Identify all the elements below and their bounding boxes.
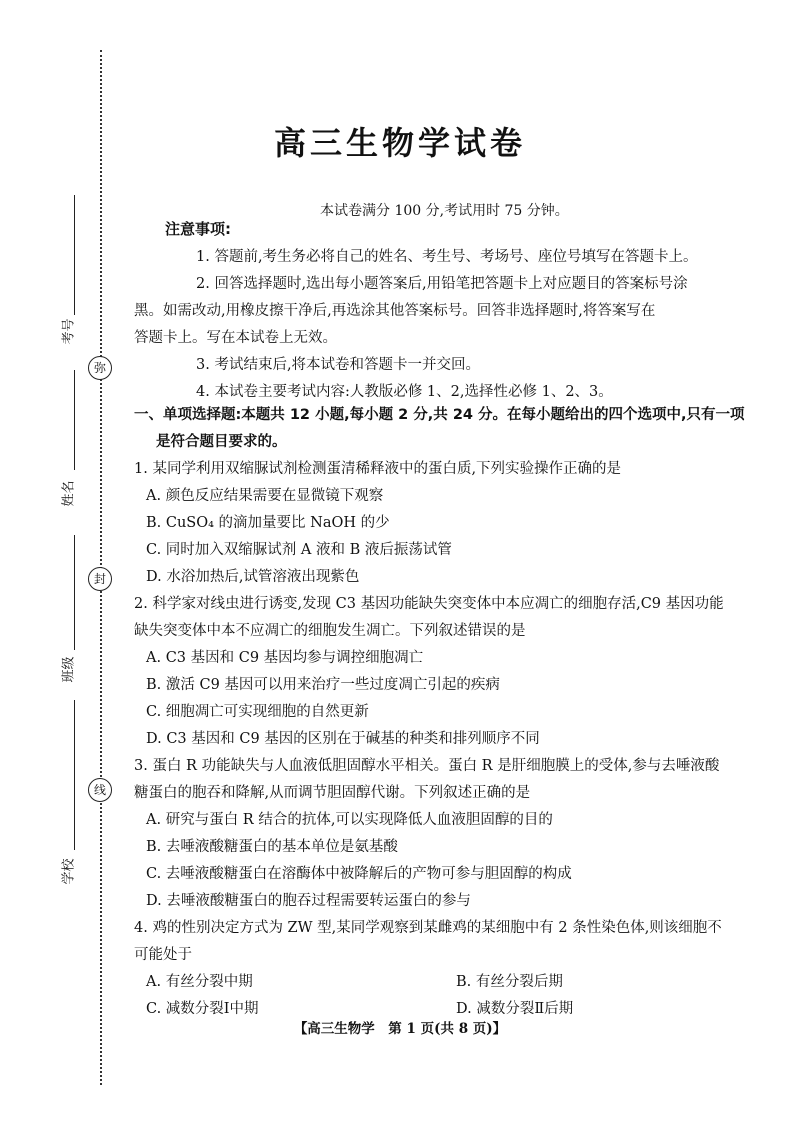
option-d: D. 减数分裂Ⅱ后期 (456, 1001, 574, 1017)
notice-item-continued: 答题卡上。写在本试卷上无效。 (134, 330, 337, 346)
seal-mi: 弥 (88, 356, 112, 380)
section-heading-line: 一、单项选择题:本题共 12 小题,每小题 2 分,共 24 分。在每小题给出的四个选项中,只有一项 (134, 407, 745, 423)
exam-number-line (74, 195, 75, 315)
section-heading-line: 是符合题目要求的。 (156, 434, 287, 450)
option-c: C. 减数分裂Ⅰ中期 (146, 1001, 259, 1017)
option-row (134, 969, 782, 996)
section-heading (134, 402, 782, 456)
class-label: 班级 (61, 656, 77, 683)
seal-xian: 线 (88, 778, 112, 802)
page-title: 高三生物学试卷 (273, 124, 526, 162)
option-a: A. 有丝分裂中期 (146, 974, 253, 990)
question-stem: 4. 鸡的性别决定方式为 ZW 型,某同学观察到某雌鸡的某细胞中有 2 条性染色体,则该细胞不 (134, 920, 722, 936)
question-stem-continued: 糖蛋白的胞吞和降解,从而调节胆固醇代谢。下列叙述正确的是 (134, 785, 531, 801)
question-1 (134, 456, 782, 591)
option-b: B. 激活 C9 基因可以用来治疗一些过度凋亡引起的疾病 (146, 677, 500, 693)
name-label: 姓名 (61, 480, 77, 507)
page-footer: 【高三生物学 第 1 页(共 8 页)】 (293, 1021, 507, 1037)
question-stem: 3. 蛋白 R 功能缺失与人血液低胆固醇水平相关。蛋白 R 是肝细胞膜上的受体,参与去唾液酸 (134, 758, 720, 774)
option-a: A. 颜色反应结果需要在显微镜下观察 (146, 488, 384, 504)
question-3 (134, 753, 782, 915)
seal-feng: 封 (88, 567, 112, 591)
question-stem-continued: 缺失突变体中本不应凋亡的细胞发生凋亡。下列叙述错误的是 (134, 623, 526, 639)
question-stem-continued: 可能处于 (134, 947, 192, 963)
question-stem: 2. 科学家对线虫进行诱变,发现 C3 基因功能缺失突变体中本应凋亡的细胞存活,C9 基因功能 (134, 596, 724, 612)
name-line (74, 370, 75, 470)
notice-item: 3. 考试结束后,将本试卷和答题卡一并交回。 (196, 357, 481, 373)
option-b: B. 有丝分裂后期 (456, 974, 563, 990)
notice-item: 2. 回答选择题时,选出每小题答案后,用铅笔把答题卡上对应题目的答案标号涂 (196, 276, 688, 292)
question-stem: 1. 某同学利用双缩脲试剂检测蛋清稀释液中的蛋白质,下列实验操作正确的是 (134, 461, 622, 477)
notice-list (134, 244, 782, 406)
option-b: B. CuSO₄ 的滴加量要比 NaOH 的少 (146, 515, 390, 531)
option-b: B. 去唾液酸糖蛋白的基本单位是氨基酸 (146, 839, 398, 855)
notice-item-continued: 黑。如需改动,用橡皮擦干净后,再选涂其他答案标号。回答非选择题时,将答案写在 (134, 303, 656, 319)
option-a: A. C3 基因和 C9 基因均参与调控细胞凋亡 (146, 650, 424, 666)
option-c: C. 细胞凋亡可实现细胞的自然更新 (146, 704, 369, 720)
option-d: D. 去唾液酸糖蛋白的胞吞过程需要转运蛋白的参与 (146, 893, 471, 909)
exam-intro: 本试卷满分 100 分,考试用时 75 分钟。 (320, 203, 569, 219)
option-a: A. 研究与蛋白 R 结合的抗体,可以实现降低人血液胆固醇的目的 (146, 812, 553, 828)
option-c: C. 同时加入双缩脲试剂 A 液和 B 液后振荡试管 (146, 542, 452, 558)
notice-item: 4. 本试卷主要考试内容:人教版必修 1、2,选择性必修 1、2、3。 (196, 384, 613, 400)
notice-item: 1. 答题前,考生务必将自己的姓名、考生号、考场号、座位号填写在答题卡上。 (196, 249, 698, 265)
question-4 (134, 915, 782, 1023)
class-line (74, 535, 75, 650)
exam-number-label: 考号 (61, 318, 77, 345)
question-list (134, 456, 782, 1023)
school-line (74, 700, 75, 850)
question-2 (134, 591, 782, 753)
option-d: D. 水浴加热后,试管溶液出现紫色 (146, 569, 360, 585)
option-d: D. C3 基因和 C9 基因的区别在于碱基的种类和排列顺序不同 (146, 731, 540, 747)
notice-heading: 注意事项: (165, 220, 231, 238)
school-label: 学校 (61, 858, 77, 885)
option-c: C. 去唾液酸糖蛋白在溶酶体中被降解后的产物可参与胆固醇的构成 (146, 866, 572, 882)
